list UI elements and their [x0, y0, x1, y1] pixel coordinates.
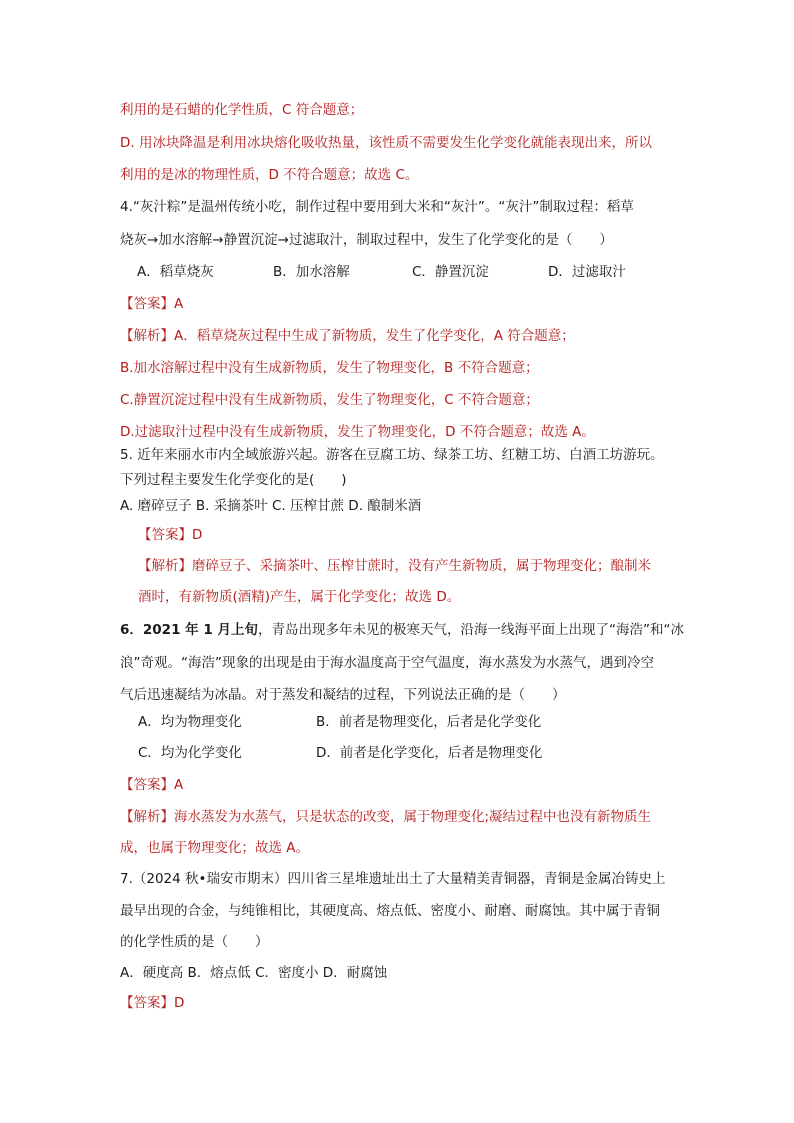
q4-option-b: B．加水溶解: [273, 264, 350, 280]
explanation-line: 成，也属于物理变化；故选 A。: [120, 840, 310, 856]
answer-label: 【答案】A: [120, 777, 184, 793]
explanation-line: 【解析】A．稻草烧灰过程中生成了新物质，发生了化学变化，A 符合题意；: [120, 328, 575, 344]
q6-option-a: A．均为物理变化: [138, 714, 242, 730]
q5-options: A. 磨碎豆子 B. 采摘茶叶 C. 压榨甘蔗 D. 酿制米酒: [120, 498, 422, 514]
answer-label: 【答案】D: [120, 995, 185, 1011]
q7-options: A．硬度高 B．熔点低 C．密度小 D．耐腐蚀: [120, 965, 388, 981]
explanation-line: 酒时，有新物质(酒精)产生，属于化学变化；故选 D。: [138, 589, 461, 605]
explanation-line: D. 用冰块降温是利用冰块熔化吸收热量，该性质不需要发生化学变化就能表现出来，所以: [120, 135, 652, 151]
question-4-text: 4.“灰汁粽”是温州传统小吃，制作过程中要用到大米和“灰汁”。“灰汁”制取过程：稻草: [120, 199, 634, 215]
q6-option-b: B．前者是物理变化，后者是化学变化: [316, 714, 542, 730]
answer-label: 【答案】D: [138, 527, 203, 543]
question-number: 6．2021 年 1 月上旬: [120, 622, 258, 638]
q6-option-c: C．均为化学变化: [138, 745, 242, 761]
question-6-text: 浪”奇观。“海浩”现象的出现是由于海水温度高于空气温度，海水蒸发为水蒸气，遇到冷空: [120, 655, 654, 671]
question-7-text: 的化学性质的是（ ）: [120, 934, 269, 950]
question-7-text: 最早出现的合金，与纯锥相比，其硬度高、熔点低、密度小、耐磨、耐腐蚀。其中属于青铜: [120, 903, 660, 919]
explanation-line: B.加水溶解过程中没有生成新物质，发生了物理变化，B 不符合题意；: [120, 360, 539, 376]
q6-option-d: D．前者是化学变化，后者是物理变化: [316, 745, 543, 761]
q4-option-a: A．稻草烧灰: [137, 264, 214, 280]
explanation-line: D.过滤取汁过程中没有生成新物质，发生了物理变化，D 不符合题意；故选 A。: [120, 424, 595, 440]
explanation-line: 利用的是石蜡的化学性质，C 符合题意；: [120, 102, 364, 118]
explanation-line: 【解析】磨碎豆子、采摘茶叶、压榨甘蔗时，没有产生新物质，属于物理变化；酿制米: [138, 558, 651, 574]
question-6-text: [120, 620, 684, 640]
explanation-line: C.静置沉淀过程中没有生成新物质，发生了物理变化，C 不符合题意；: [120, 392, 539, 408]
question-7-text: 7.（2024 秋•瑞安市期末）四川省三星堆遗址出土了大量精美青铜器，青铜是金属冶铸史上: [120, 871, 666, 887]
q4-option-d: D．过滤取汁: [548, 264, 626, 280]
q4-option-c: C．静置沉淀: [412, 264, 489, 280]
explanation-line: 利用的是冰的物理性质，D 不符合题意；故选 C。: [120, 167, 419, 183]
explanation-line: 【解析】海水蒸发为水蒸气，只是状态的改变，属于物理变化;凝结过程中也没有新物质生: [120, 809, 652, 825]
question-6-text-part: ，青岛出现多年未见的极寒天气，沿海一线海平面上出现了“海浩”和“冰: [257, 622, 684, 638]
question-4-text: 烧灰→加水溶解→静置沉淀→过滤取汁，制取过程中，发生了化学变化的是（ ）: [120, 232, 613, 248]
question-6-text: 气后迅速凝结为冰晶。对于蒸发和凝结的过程，下列说法正确的是（ ）: [120, 687, 566, 703]
question-5-text: 下列过程主要发生化学变化的是( ): [120, 472, 347, 488]
answer-label: 【答案】A: [120, 296, 184, 312]
question-5-text: 5. 近年来丽水市内全域旅游兴起。游客在豆腐工坊、绿茶工坊、红糖工坊、白酒工坊游玩。: [120, 447, 664, 463]
